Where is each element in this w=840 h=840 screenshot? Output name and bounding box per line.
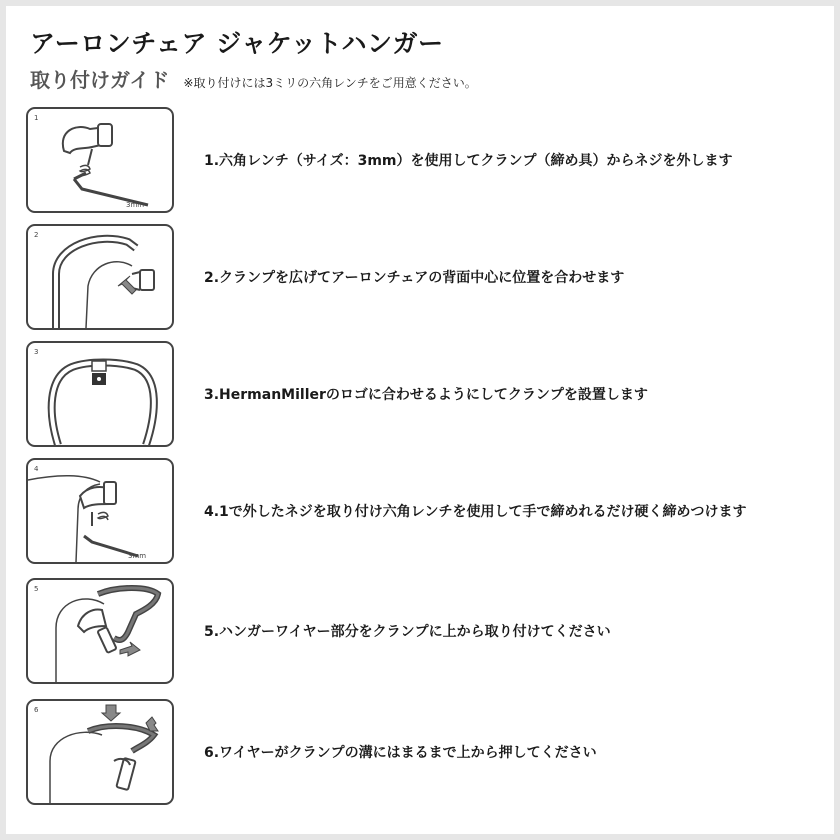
- step-5-text: 5.ハンガーワイヤー部分をクランプに上から取り付けてください: [204, 624, 611, 640]
- step-5-illustration: [26, 578, 174, 684]
- wire-press-into-groove-icon: [28, 701, 172, 803]
- clamp-screw-removal-icon: [28, 109, 172, 211]
- step-6-illustration: [26, 699, 174, 805]
- step-number: 5: [34, 585, 39, 593]
- wrench-size-label: 3mm: [126, 201, 145, 209]
- chair-back-logo-clamp-icon: [28, 343, 172, 445]
- step-2-text: 2.クランプを広げてアーロンチェアの背面中心に位置を合わせます: [204, 270, 625, 286]
- step-2: [6, 224, 834, 330]
- step-number: 3: [34, 348, 39, 356]
- step-number: 1: [34, 114, 39, 122]
- step-4-text: 4.1で外したネジを取り付け六角レンチを使用して手で締めれるだけ硬く締めつけます: [204, 504, 747, 520]
- tool-note: ※取り付けには3ミリの六角レンチをご用意ください。: [183, 76, 477, 90]
- page-title: アーロンチェア ジャケットハンガー: [30, 29, 444, 58]
- wrench-size-label: 3mm: [128, 552, 147, 560]
- step-4-illustration: [26, 458, 174, 564]
- chair-back-clamp-align-icon: [28, 226, 172, 328]
- step-4: [6, 458, 834, 564]
- step-number: 4: [34, 465, 39, 473]
- hanger-wire-attach-icon: [28, 580, 172, 682]
- step-5: [6, 578, 834, 684]
- step-6: [6, 699, 834, 805]
- step-number: 6: [34, 706, 39, 714]
- step-6-text: 6.ワイヤーがクランプの溝にはまるまで上から押してください: [204, 745, 597, 761]
- step-3: [6, 341, 834, 447]
- step-1-text: 1.六角レンチ（サイズ：3mm）を使用してクランプ（締め具）からネジを外します: [204, 153, 733, 169]
- step-1: [6, 107, 834, 213]
- instruction-page: [6, 6, 834, 834]
- step-1-illustration: [26, 107, 174, 213]
- step-number: 2: [34, 231, 39, 239]
- step-3-illustration: [26, 341, 174, 447]
- subtitle-row: [30, 64, 477, 93]
- step-3-text: 3.HermanMillerのロゴに合わせるようにしてクランプを設置します: [204, 387, 648, 403]
- page-subtitle: 取り付けガイド: [30, 68, 170, 92]
- screw-tightening-icon: [28, 460, 172, 562]
- step-2-illustration: [26, 224, 174, 330]
